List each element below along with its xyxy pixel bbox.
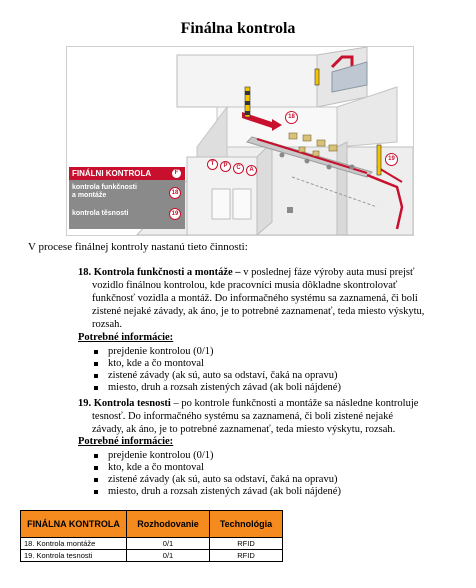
section-18-heading: 18. Kontrola funkčnosti a montáže – bbox=[78, 267, 241, 278]
section-18-line-4: zistené nejaké závady, ak áno, je to potrebné zaznamenať, teda miesto výskytu, bbox=[92, 306, 425, 317]
section-18-info-heading: Potrebné informácie: bbox=[78, 332, 174, 343]
section-18-line-5: rozsah. bbox=[92, 319, 123, 330]
section-18-bullet-list bbox=[94, 346, 341, 394]
table-header-technologia: Technológia bbox=[210, 511, 283, 538]
marker-19 bbox=[385, 153, 398, 166]
marker-18 bbox=[285, 111, 298, 124]
section-19-bullet-list bbox=[94, 450, 341, 498]
section-18-text-first: v poslednej fáze výroby auta musí prejsť bbox=[240, 267, 415, 278]
table-header-finalna-kontrola: FINÁLNA KONTROLA bbox=[21, 511, 127, 538]
list-item: zistené závady (ak sú, auto sa odstaví, čaká na opravu) bbox=[94, 474, 341, 486]
list-item: kto, kde a čo montoval bbox=[94, 462, 341, 474]
legend-number-19: 19 bbox=[169, 208, 181, 220]
legend-title-text: FINÁLNI KONTROLA bbox=[72, 169, 152, 178]
section-18-line-2: vozidlo finálnou kontrolou, kde pracovníci musia dôkladne skontrolovať bbox=[92, 280, 398, 291]
table-cell: 0/1 bbox=[127, 550, 210, 562]
legend-title bbox=[69, 167, 185, 180]
table-cell: RFID bbox=[210, 550, 283, 562]
legend-item-19 bbox=[72, 210, 128, 218]
section-19-line-3: závady, ak áno, je to potrebné zaznamenať, teda miesto výskytu, rozsah. bbox=[92, 424, 396, 435]
page-title: Finálna kontrola bbox=[180, 20, 296, 37]
summary-table bbox=[20, 510, 283, 562]
table-cell: RFID bbox=[210, 538, 283, 550]
legend-badge: F bbox=[172, 169, 181, 178]
section-19-text-first: – po kontrole funkčnosti a montáže sa následne kontroluje bbox=[170, 398, 419, 409]
legend-item-18-line1: kontrola funkčnosti bbox=[72, 184, 137, 191]
section-18-line-1 bbox=[78, 266, 448, 279]
table-row bbox=[21, 538, 283, 550]
door-letter-signs bbox=[207, 159, 267, 171]
table-cell: 18. Kontrola montáže bbox=[21, 538, 127, 550]
table-row bbox=[21, 550, 283, 562]
section-19-heading: 19. Kontrola tesnosti bbox=[78, 398, 171, 409]
section-18-line-3: funkčnosť vozidla a montáž. Do informačného systému sa zaznamená, či boli bbox=[92, 293, 418, 304]
table-cell: 19. Kontrola tesnosti bbox=[21, 550, 127, 562]
list-item: miesto, druh a rozsah zistených závad (ak boli nájdené) bbox=[94, 486, 341, 498]
list-item: prejdenie kontrolou (0/1) bbox=[94, 450, 341, 462]
section-19-line-2: tesnosť. Do informačného systému sa zaznamená, či boli zistené nejaké bbox=[92, 411, 394, 422]
section-18 bbox=[78, 266, 448, 331]
list-item: kto, kde a čo montoval bbox=[94, 358, 341, 370]
section-19 bbox=[78, 397, 448, 436]
marker-18-label: 18 bbox=[288, 114, 295, 120]
intro-text: V procese finálnej kontroly nastanú tieto činnosti: bbox=[28, 241, 248, 253]
door-letter-a: A bbox=[246, 165, 257, 176]
legend-number-18: 18 bbox=[169, 187, 181, 199]
list-item: zistené závady (ak sú, auto sa odstaví, čaká na opravu) bbox=[94, 370, 341, 382]
door-letter-c: C bbox=[233, 163, 244, 174]
legend-item-18-line2: a montáže bbox=[72, 192, 107, 199]
list-item: prejdenie kontrolou (0/1) bbox=[94, 346, 341, 358]
illustration-legend bbox=[69, 167, 185, 229]
legend-item-18 bbox=[72, 184, 137, 200]
list-item: miesto, druh a rozsah zistených závad (ak boli nájdené) bbox=[94, 382, 341, 394]
table-header-row bbox=[21, 511, 283, 538]
table-header-rozhodovanie: Rozhodovanie bbox=[127, 511, 210, 538]
section-19-line-1 bbox=[78, 397, 448, 410]
legend-item-19-line1: kontrola těsnosti bbox=[72, 210, 129, 217]
factory-illustration bbox=[66, 46, 414, 236]
door-letter-t: T bbox=[207, 159, 218, 170]
marker-19-label: 19 bbox=[388, 156, 395, 162]
door-letter-p: P bbox=[220, 161, 231, 172]
table-cell: 0/1 bbox=[127, 538, 210, 550]
section-19-info-heading: Potrebné informácie: bbox=[78, 436, 174, 447]
